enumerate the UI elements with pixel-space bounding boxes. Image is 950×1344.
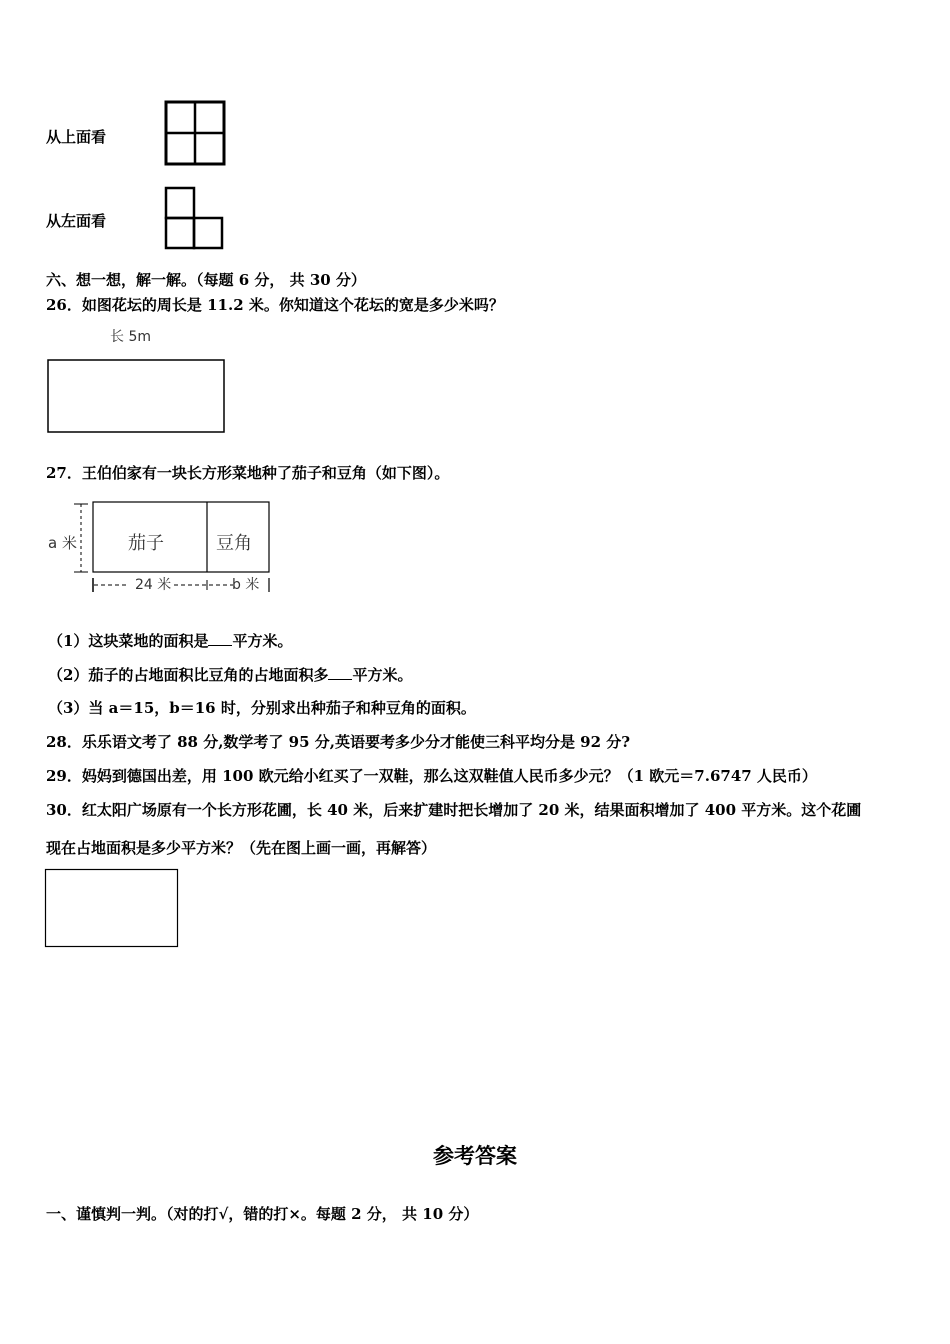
q27-sub3: （3）当 a＝15，b＝16 时，分别求出种茄子和种豆角的面积。 bbox=[48, 699, 476, 717]
answers-title: 参考答案 bbox=[433, 1143, 517, 1168]
q27-sub1-blank[interactable] bbox=[208, 631, 232, 646]
q27-bean-width-label: b 米 bbox=[232, 577, 260, 593]
top-view-figure bbox=[164, 100, 228, 168]
q27-sub1-text-after: 平方米。 bbox=[232, 632, 293, 650]
left-view-label: 从左面看 bbox=[46, 212, 107, 230]
q27-sub2-text-before: （2）茄子的占地面积比豆角的占地面积多 bbox=[48, 666, 329, 684]
section-6-heading: 六、想一想，解一解。（每题 6 分， 共 30 分） bbox=[46, 271, 366, 289]
q27-sub1 bbox=[48, 631, 292, 650]
question-28: 28．乐乐语文考了 88 分,数学考了 95 分,英语要考多少分才能使三科平均分是 92 分? bbox=[46, 733, 631, 751]
q27-sub2-blank[interactable] bbox=[328, 665, 352, 680]
q27-garden-diagram bbox=[46, 498, 276, 598]
q30-flowerbed-rect bbox=[44, 868, 180, 950]
q27-height-label: a 米 bbox=[48, 534, 77, 552]
question-29: 29．妈妈到德国出差，用 100 欧元给小红买了一双鞋，那么这双鞋值人民币多少元？（1 欧元＝7.6747 人民币） bbox=[46, 767, 817, 785]
question-26: 26．如图花坛的周长是 11.2 米。你知道这个花坛的宽是多少米吗？ bbox=[46, 296, 504, 314]
q27-eggplant-label: 茄子 bbox=[128, 533, 164, 554]
q27-bean-label: 豆角 bbox=[216, 533, 252, 554]
answers-section-1-heading: 一、谨慎判一判。（对的打√，错的打×。每题 2 分， 共 10 分） bbox=[46, 1205, 479, 1223]
left-view-figure bbox=[164, 186, 226, 252]
question-30-line-2: 现在占地面积是多少平方米？（先在图上画一画，再解答） bbox=[46, 839, 437, 857]
q27-eggplant-width-label: 24 米 bbox=[135, 577, 172, 593]
q27-sub2 bbox=[48, 665, 412, 684]
question-27: 27．王伯伯家有一块长方形菜地种了茄子和豆角（如下图）。 bbox=[46, 464, 450, 482]
q27-sub2-text-after: 平方米。 bbox=[352, 666, 413, 684]
q26-length-label: 长 5m bbox=[110, 329, 151, 345]
q26-flowerbed-rect bbox=[46, 358, 228, 436]
question-30-line-1: 30．红太阳广场原有一个长方形花圃，长 40 米，后来扩建时把长增加了 20 米，结果面积增加了 400 平方米。这个花圃 bbox=[46, 801, 862, 819]
q27-sub1-text-before: （1）这块菜地的面积是 bbox=[48, 632, 209, 650]
top-view-label: 从上面看 bbox=[46, 128, 107, 146]
